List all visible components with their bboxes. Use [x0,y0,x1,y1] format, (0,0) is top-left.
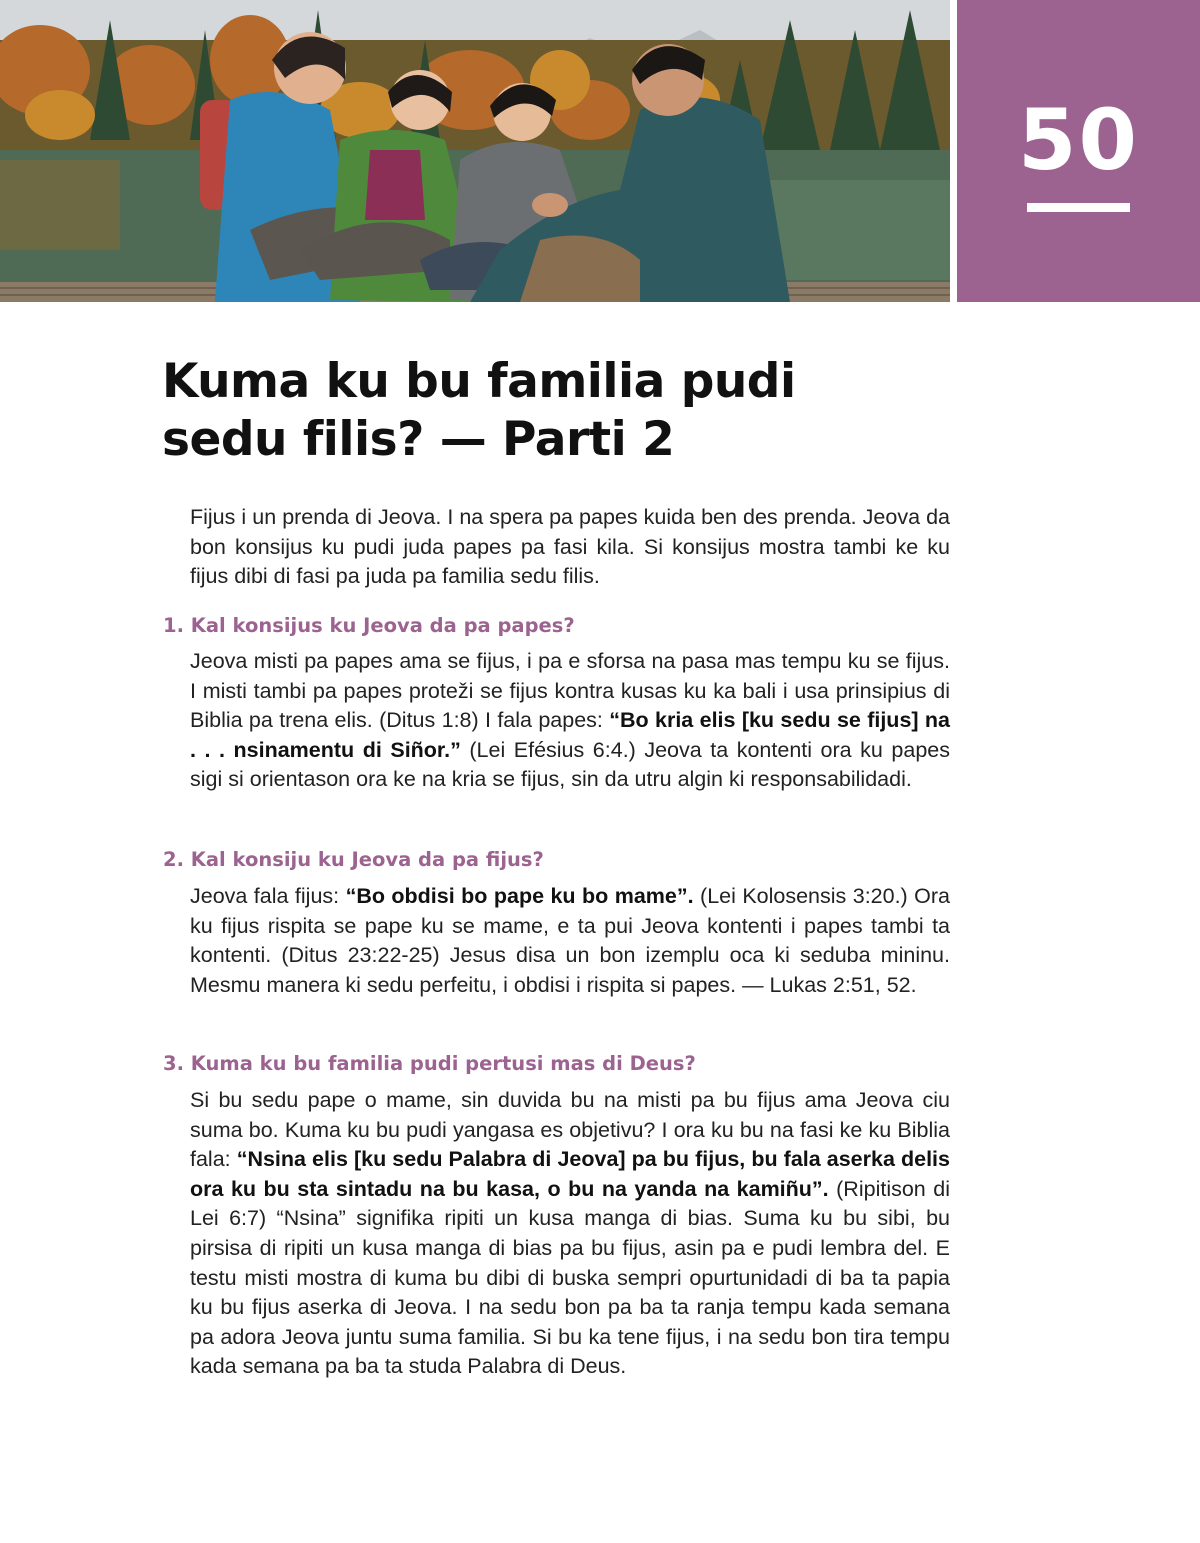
chapter-badge [957,0,1200,302]
section-3-body [190,1086,950,1382]
section-1-question: 1. Kal konsijus ku Jeova da pa papes? [163,614,575,637]
chapter-underline [1027,203,1130,212]
section-1-body [190,647,950,795]
title-line-1: Kuma ku bu familia pudi [162,354,796,409]
title-line-2: sedu filis? — Parti 2 [162,412,675,467]
chapter-number: 50 [1018,91,1139,189]
section-2-text-a: Jeova fala fijus: [190,884,346,908]
header-photo [0,0,950,302]
section-1-text-a: Jeova misti pa papes ama se fijus, i pa e sforsa na pasa mas tempu ku se fijus. I misti tambi pa papes proteži se fijus kontra kusas ku ka bali i usa prinsipius di Biblia pa trena elis. (Ditus 1:8) I fala papes: [190,649,950,733]
section-2-paragraph [190,882,950,1000]
section-2-text-b: (Lei Kolosensis 3:20.) Ora ku fijus rispita se pape ku se mame, e ta pui Jeova kontenti i papes tambi ta kontenti. (Ditus 23:22-25) Jesus disa un bon izemplu oca ki seduba mininu. Mesmu manera ki sedu perfeitu, i obdisi i rispita si papes. — Lukas 2:51, 52. [190,884,950,997]
family-on-dock-illustration [0,0,950,302]
intro-paragraph: Fijus i un prenda di Jeova. I na spera pa papes kuida ben des prenda. Jeova da bon konsijus ku pudi juda papes pa fasi kila. Si konsijus mostra tambi ke ku fijus dibi di fasi pa juda pa familia sedu filis. [190,505,950,589]
section-3-paragraph [190,1086,950,1382]
section-2-quote: “Bo obdisi bo pape ku bo mame”. [345,884,694,908]
section-2-body [190,882,950,1000]
section-1-text-b: (Lei Efésius 6:4.) Jeova ta kontenti ora ku papes sigi si orientason ora ke na kria se fijus, sin da utru algin ki responsabilidadi. [190,737,950,792]
section-3-text-b: (Ripitison di Lei 6:7) “Nsina” signifika ripiti un kusa manga di bias. Suma ku bu sibi, bu pirsisa di ripiti un kusa manga di bias pa bu fijus, asin pa e pudi lembra del. E testu misti mostra di kuma bu dibi di buska sempri opurtunidadi di ba ta papia ku bu fijus aserka di Jeova. I na sedu bon pa ba ta ranja tempu kada semana pa adora Jeova juntu suma familia. Si bu ka tene fijus, i na sedu bon tira tempu kada semana pa ba ta studa Palabra di Deus. [190,1176,950,1379]
section-1-paragraph [190,647,950,795]
section-3-question: 3. Kuma ku bu familia pudi pertusi mas di Deus? [163,1052,696,1075]
section-3-text-a: Si bu sedu pape o mame, sin duvida bu na misti pa bu fijus ama Jeova ciu suma bo. Kuma ku bu pudi yangasa es objetivu? I ora ku bu na fasi ke ku Biblia fala: [190,1088,950,1172]
intro-block [190,503,950,592]
section-1-quote: “Bo kria elis [ku sedu se fijus] na . . . nsinamentu di Siñor.” [190,708,950,762]
section-2-question: 2. Kal konsiju ku Jeova da pa fijus? [163,848,544,871]
page-title [162,353,882,469]
section-3-quote: “Nsina elis [ku sedu Palabra di Jeova] pa bu fijus, bu fala aserka delis ora ku bu sta sintadu na bu kasa, o bu na yanda na kamiñu”. [190,1147,950,1201]
